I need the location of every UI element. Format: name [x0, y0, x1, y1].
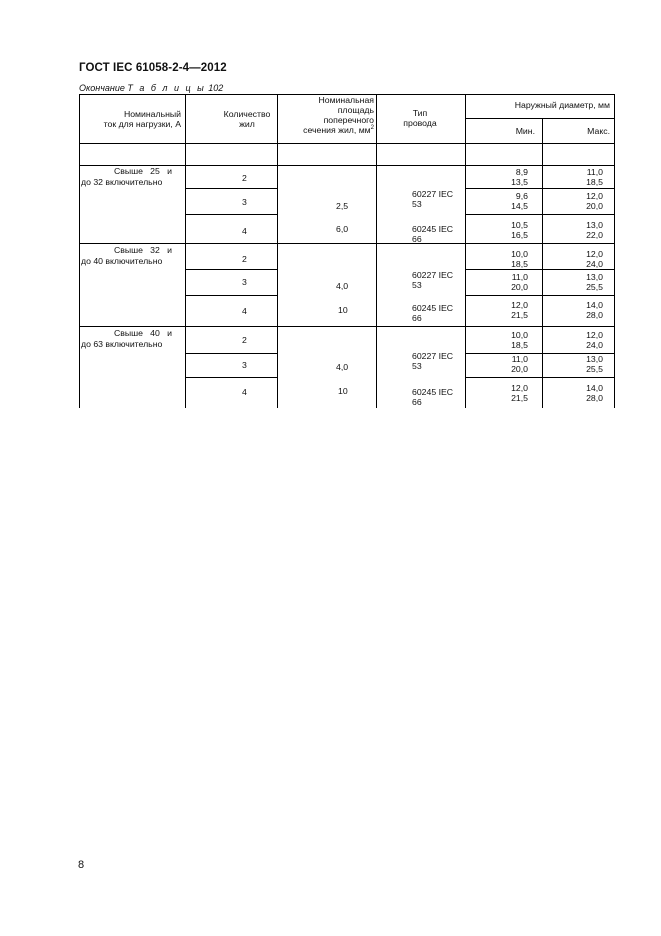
group1-area-b: 6,0: [336, 224, 349, 234]
group2-cores-2: 2: [242, 254, 247, 264]
group2-min-4: 12,0 21,5: [511, 300, 528, 320]
header-cores: Количество жил: [223, 109, 271, 129]
group1-cores-2: 2: [242, 173, 247, 183]
caption-word: Т а б л и ц ы: [127, 83, 206, 93]
group2-max-4: 14,0 28,0: [586, 300, 603, 320]
group3-cores-4: 4: [242, 387, 247, 397]
group3-min-3: 11,0 20,0: [511, 354, 528, 374]
column-divider: [277, 94, 278, 408]
row-line: [465, 269, 614, 270]
group1-min-3: 9,6 14,5: [511, 191, 528, 211]
row-line: [465, 295, 614, 296]
header-max: Макс.: [587, 126, 610, 136]
group2-current-line1: Свыше 32 и: [114, 245, 172, 255]
group2-cores-4: 4: [242, 306, 247, 316]
cable-table: [79, 94, 614, 408]
group1-current-line2: до 32 включительно: [81, 177, 163, 187]
header-bottom-line: [79, 143, 614, 144]
group1-type-b: 60245 IEC 66: [412, 224, 454, 244]
group1-max-2: 11,0 18,5: [586, 167, 603, 187]
group3-area-b: 10: [338, 386, 348, 396]
group2-cores-3: 3: [242, 277, 247, 287]
row-line: [465, 214, 614, 215]
group1-max-3: 12,0 20,0: [586, 191, 603, 211]
row-line: [185, 269, 277, 270]
page-number: 8: [78, 859, 85, 871]
header-current: Номинальный ток для нагрузки, А: [103, 109, 181, 129]
group3-min-2: 10,0 18,5: [511, 330, 528, 350]
group2-area-b: 10: [338, 305, 348, 315]
row-line: [185, 188, 277, 189]
group2-min-2: 10,0 18,5: [511, 249, 528, 269]
group2-min-3: 11,0 20,0: [511, 272, 528, 292]
table-right-border: [614, 94, 615, 408]
group3-max-4: 14,0 28,0: [586, 383, 603, 403]
group3-max-3: 13,0 25,5: [586, 354, 603, 374]
group2-area-a: 4,0: [336, 281, 349, 291]
group3-type-b: 60245 IEC 66: [412, 387, 454, 407]
table-left-border: [79, 94, 80, 408]
group2-type-b: 60245 IEC 66: [412, 303, 454, 323]
column-divider: [376, 94, 377, 408]
caption-number: 102: [208, 83, 224, 93]
table-caption: [79, 83, 223, 93]
header-area-sup: 2: [370, 125, 374, 132]
row-line: [185, 214, 277, 215]
group2-type-a: 60227 IEC 53: [412, 270, 454, 290]
row-line: [185, 353, 277, 354]
group3-max-2: 12,0 24,0: [586, 330, 603, 350]
document-header: ГОСТ IEC 61058-2-4—2012: [79, 62, 227, 74]
group1-area-a: 2,5: [336, 201, 349, 211]
header-min: Мин.: [515, 126, 535, 136]
caption-prefix: Окончание: [79, 83, 125, 93]
group-separator: [79, 326, 614, 327]
group1-cores-3: 3: [242, 197, 247, 207]
header-area-text: Номинальная площадь поперечного сечения жил, мм: [303, 95, 374, 135]
group3-area-a: 4,0: [336, 362, 349, 372]
group2-max-2: 12,0 24,0: [586, 249, 603, 269]
column-divider: [185, 94, 186, 408]
group3-type-a: 60227 IEC 53: [412, 351, 454, 371]
group1-type-a: 60227 IEC 53: [412, 189, 454, 209]
group1-cores-4: 4: [242, 226, 247, 236]
row-line: [185, 295, 277, 296]
header-area: [277, 95, 374, 135]
header-diameter: Наружный диаметр, мм: [514, 100, 610, 110]
group1-min-4: 10,5 16,5: [511, 220, 528, 240]
group-separator: [79, 243, 614, 244]
row-line: [185, 377, 277, 378]
group3-min-4: 12,0 21,5: [511, 383, 528, 403]
header-type: Тип провода: [403, 108, 437, 128]
row-line: [465, 188, 614, 189]
group3-cores-3: 3: [242, 360, 247, 370]
group1-min-2: 8,9 13,5: [511, 167, 528, 187]
group2-max-3: 13,0 25,5: [586, 272, 603, 292]
group3-cores-2: 2: [242, 335, 247, 345]
group3-current-line2: до 63 включительно: [81, 339, 163, 349]
diameter-subheader-line: [465, 118, 614, 119]
row-line: [465, 377, 614, 378]
group3-current-line1: Свыше 40 и: [114, 328, 172, 338]
group1-max-4: 13,0 22,0: [586, 220, 603, 240]
group2-current-line2: до 40 включительно: [81, 256, 163, 266]
group1-current-line1: Свыше 25 и: [114, 166, 172, 176]
